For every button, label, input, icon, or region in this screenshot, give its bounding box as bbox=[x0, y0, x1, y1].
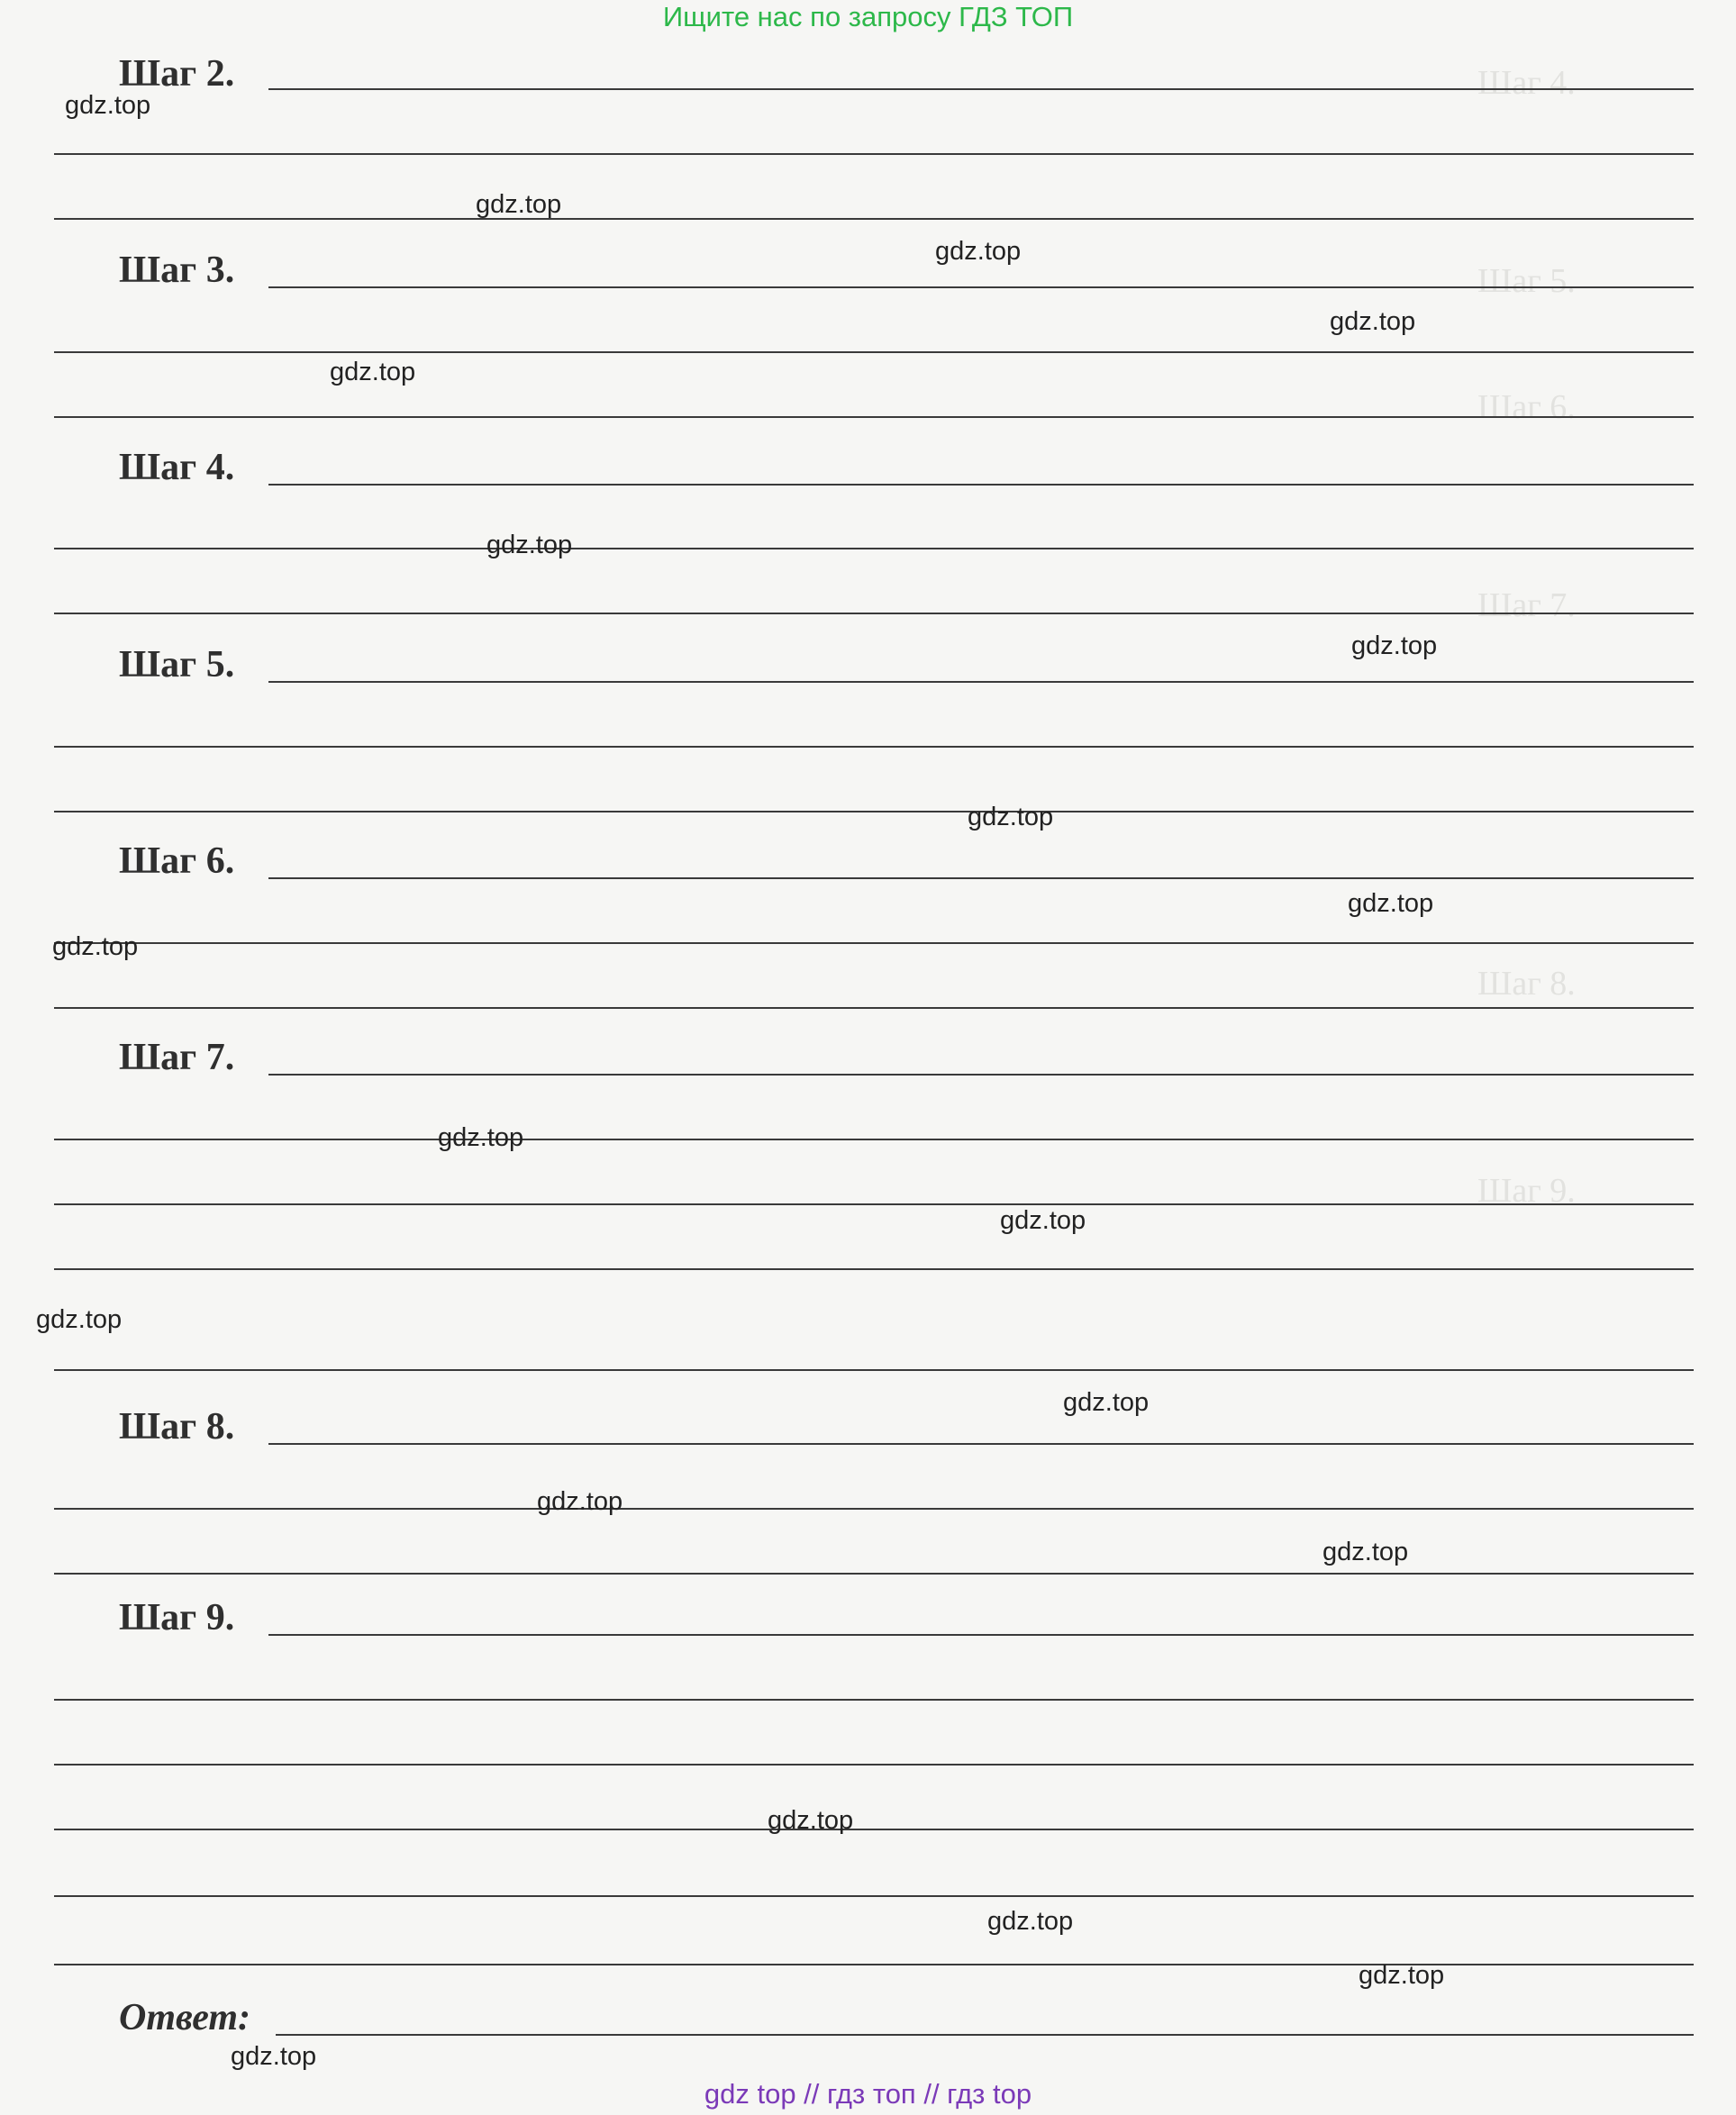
answer-final-line[interactable] bbox=[276, 2034, 1694, 2036]
step-5-label: Шаг 5. bbox=[119, 644, 235, 685]
watermark: gdz.top bbox=[1359, 1961, 1445, 1990]
step-2-label: Шаг 2. bbox=[119, 53, 235, 95]
watermark: gdz.top bbox=[52, 932, 139, 961]
watermark: gdz.top bbox=[330, 358, 416, 386]
answer-line[interactable] bbox=[54, 218, 1694, 220]
step-7-label: Шаг 7. bbox=[119, 1037, 235, 1078]
step-5-line[interactable] bbox=[268, 681, 1694, 683]
answer-line[interactable] bbox=[54, 351, 1694, 353]
step-6-line[interactable] bbox=[268, 877, 1694, 879]
step-7-line[interactable] bbox=[268, 1074, 1694, 1076]
watermark: gdz.top bbox=[231, 2042, 317, 2071]
watermark: gdz.top bbox=[968, 803, 1054, 831]
step-2-line[interactable] bbox=[268, 88, 1694, 90]
answer-line[interactable] bbox=[54, 1764, 1694, 1766]
watermark: gdz.top bbox=[987, 1907, 1074, 1936]
answer-line[interactable] bbox=[54, 1369, 1694, 1371]
watermark: gdz.top bbox=[1322, 1538, 1409, 1566]
answer-line[interactable] bbox=[54, 1508, 1694, 1510]
answer-line[interactable] bbox=[54, 1268, 1694, 1270]
answer-line[interactable] bbox=[54, 1139, 1694, 1140]
watermark: gdz.top bbox=[486, 531, 573, 559]
step-8-line[interactable] bbox=[268, 1443, 1694, 1445]
answer-line[interactable] bbox=[54, 746, 1694, 748]
answer-line[interactable] bbox=[54, 1573, 1694, 1575]
watermark: gdz.top bbox=[1063, 1388, 1150, 1417]
watermark: gdz.top bbox=[476, 190, 562, 219]
watermark: gdz.top bbox=[1348, 889, 1434, 918]
step-4-label: Шаг 4. bbox=[119, 447, 235, 488]
watermark: gdz.top bbox=[1330, 307, 1416, 336]
step-6-label: Шаг 6. bbox=[119, 840, 235, 882]
watermark: gdz.top bbox=[36, 1305, 123, 1334]
answer-label: Ответ: bbox=[119, 1997, 250, 2038]
bottom-banner[interactable]: gdz top // гдз топ // гдз top bbox=[704, 2078, 1032, 2110]
answer-line[interactable] bbox=[54, 942, 1694, 944]
watermark: gdz.top bbox=[1000, 1206, 1086, 1235]
step-4-line[interactable] bbox=[268, 484, 1694, 486]
step-8-label: Шаг 8. bbox=[119, 1406, 235, 1448]
watermark: gdz.top bbox=[438, 1123, 524, 1152]
watermark: gdz.top bbox=[537, 1487, 623, 1516]
answer-line[interactable] bbox=[54, 1203, 1694, 1205]
watermark: gdz.top bbox=[65, 91, 151, 120]
answer-line[interactable] bbox=[54, 416, 1694, 418]
bleed-through-background: Шаг 4. Шаг 5. Шаг 6. Шаг 7. Шаг 8. Шаг 9. bbox=[1477, 64, 1576, 1210]
answer-line[interactable] bbox=[54, 1007, 1694, 1009]
watermark: gdz.top bbox=[768, 1806, 854, 1835]
answer-line[interactable] bbox=[54, 548, 1694, 549]
answer-line[interactable] bbox=[54, 1895, 1694, 1897]
step-3-label: Шаг 3. bbox=[119, 250, 235, 291]
answer-line[interactable] bbox=[54, 1964, 1694, 1965]
top-banner[interactable]: Ищите нас по запросу ГДЗ ТОП bbox=[662, 1, 1074, 32]
answer-line[interactable] bbox=[54, 1829, 1694, 1830]
answer-line[interactable] bbox=[54, 153, 1694, 155]
step-9-line[interactable] bbox=[268, 1634, 1694, 1636]
watermark: gdz.top bbox=[1351, 631, 1438, 660]
step-9-label: Шаг 9. bbox=[119, 1597, 235, 1638]
answer-line[interactable] bbox=[54, 1699, 1694, 1701]
watermark: gdz.top bbox=[935, 237, 1022, 266]
answer-line[interactable] bbox=[54, 811, 1694, 812]
answer-line[interactable] bbox=[54, 613, 1694, 614]
step-3-line[interactable] bbox=[268, 286, 1694, 288]
